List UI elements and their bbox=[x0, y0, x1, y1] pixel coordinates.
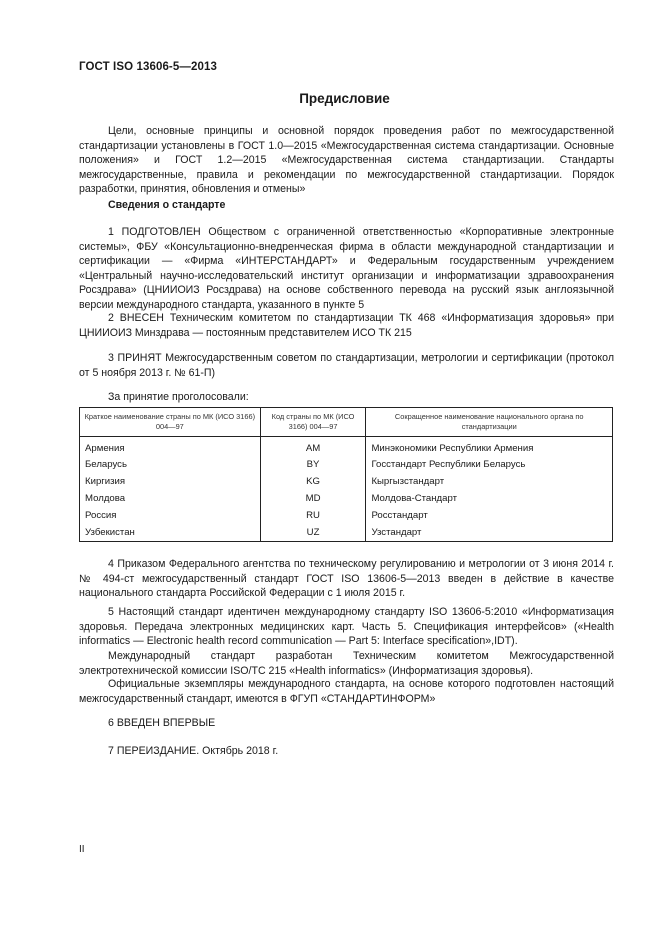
table-row bbox=[80, 456, 613, 473]
body-cell: Минэкономики Республики Армения bbox=[366, 437, 613, 457]
intro-paragraph: Цели, основные принципы и основной порядок проведения работ по межгосударственной стандартизации установлены в ГОСТ 1.0—2015 «Межгосударственная система стандартизации. Основные положения» и ГОСТ 1.2—2015 «Межгосударственная система стандартизации. Стандарты межгосударственные, правила и рекомендации по межгосударственной стандартизации. Порядок разработки, принятия, обновления и отмены» bbox=[79, 125, 614, 196]
code-cell: KG bbox=[260, 473, 366, 490]
column-header-body: Сокращенное наименование национального органа по стандартизации bbox=[366, 408, 613, 437]
code-cell: RU bbox=[260, 507, 366, 524]
table-row bbox=[80, 437, 613, 457]
country-cell: Молдова bbox=[80, 490, 261, 507]
voting-table bbox=[79, 407, 613, 542]
document-id-header: ГОСТ ISO 13606-5—2013 bbox=[79, 61, 217, 73]
item-6-paragraph: 6 ВВЕДЕН ВПЕРВЫЕ bbox=[108, 717, 216, 729]
page-number: II bbox=[79, 844, 85, 855]
page-title: Предисловие bbox=[299, 91, 390, 106]
item-5-copies-paragraph: Официальные экземпляры международного стандарта, на основе которого подготовлен настоящий межгосударственный стандарт, имеются в ФГУП «СТАНДАРТИНФОРМ» bbox=[79, 678, 614, 705]
code-cell: BY bbox=[260, 456, 366, 473]
item-2-paragraph: 2 ВНЕСЕН Техническим комитетом по стандартизации ТК 468 «Информатизация здоровья» при ЦНИИОИЗ Минздрава — постоянным представителем ИСО ТК 215 bbox=[79, 312, 614, 339]
item-4-paragraph: 4 Приказом Федерального агентства по техническому регулированию и метрологии от 3 июня 2014 г. № 494-ст межгосударственный стандарт ГОСТ ISO 13606-5—2013 введен в действие в качестве национального стандарта Российской Федерации с 1 июля 2015 г. bbox=[79, 558, 614, 600]
country-cell: Киргизия bbox=[80, 473, 261, 490]
item-5-committee-paragraph: Международный стандарт разработан Техническим комитетом Межгосударственной электротехнической комиссии ISO/TC 215 «Health informatics» (Информатизация здоровья). bbox=[79, 650, 614, 677]
item-1-paragraph: 1 ПОДГОТОВЛЕН Обществом с ограниченной ответственностью «Корпоративные электронные системы», ФБУ «Консультационно-внедренческая фирма в области международной стандартизации и сертификации — «Фирма «ИНТЕРСТАНДАРТ» и Федеральным государственным учреждением «Центральный научно-исследовательский институт организации и информатизации здравоохранения Росздрава» (ЦНИИОИЗ Росздрава) на основе собственного перевода на русский язык англоязычной версии международного стандарта, указанного в пункте 5 bbox=[79, 226, 614, 311]
vote-label: За принятие проголосовали: bbox=[108, 391, 249, 403]
table-row bbox=[80, 490, 613, 507]
item-5-paragraph: 5 Настоящий стандарт идентичен международному стандарту ISO 13606-5:2010 «Информатизация здоровья. Передача электронных медицинских карт. Часть 5. Спецификация интерфейсов» («Health informatics — Electronic health record communication — Part 5: Interface specification»,IDT). bbox=[79, 606, 614, 648]
country-cell: Узбекистан bbox=[80, 524, 261, 542]
code-cell: UZ bbox=[260, 524, 366, 542]
item-7-paragraph: 7 ПЕРЕИЗДАНИЕ. Октябрь 2018 г. bbox=[108, 745, 279, 757]
body-cell: Росстандарт bbox=[366, 507, 613, 524]
code-cell: MD bbox=[260, 490, 366, 507]
code-cell: AM bbox=[260, 437, 366, 457]
column-header-country: Краткое наименование страны по МК (ИСО 3166) 004—97 bbox=[80, 408, 261, 437]
column-header-code: Код страны по МК (ИСО 3166) 004—97 bbox=[260, 408, 366, 437]
table-header-row bbox=[80, 408, 613, 437]
table-row bbox=[80, 524, 613, 542]
body-cell: Молдова-Стандарт bbox=[366, 490, 613, 507]
table-row bbox=[80, 507, 613, 524]
country-cell: Беларусь bbox=[80, 456, 261, 473]
table-row bbox=[80, 473, 613, 490]
body-cell: Кыргызстандарт bbox=[366, 473, 613, 490]
country-cell: Россия bbox=[80, 507, 261, 524]
item-3-paragraph: 3 ПРИНЯТ Межгосударственным советом по стандартизации, метрологии и сертификации (протокол от 5 ноября 2013 г. № 61-П) bbox=[79, 352, 614, 379]
section-heading: Сведения о стандарте bbox=[108, 199, 226, 211]
country-cell: Армения bbox=[80, 437, 261, 457]
body-cell: Узстандарт bbox=[366, 524, 613, 542]
body-cell: Госстандарт Республики Беларусь bbox=[366, 456, 613, 473]
